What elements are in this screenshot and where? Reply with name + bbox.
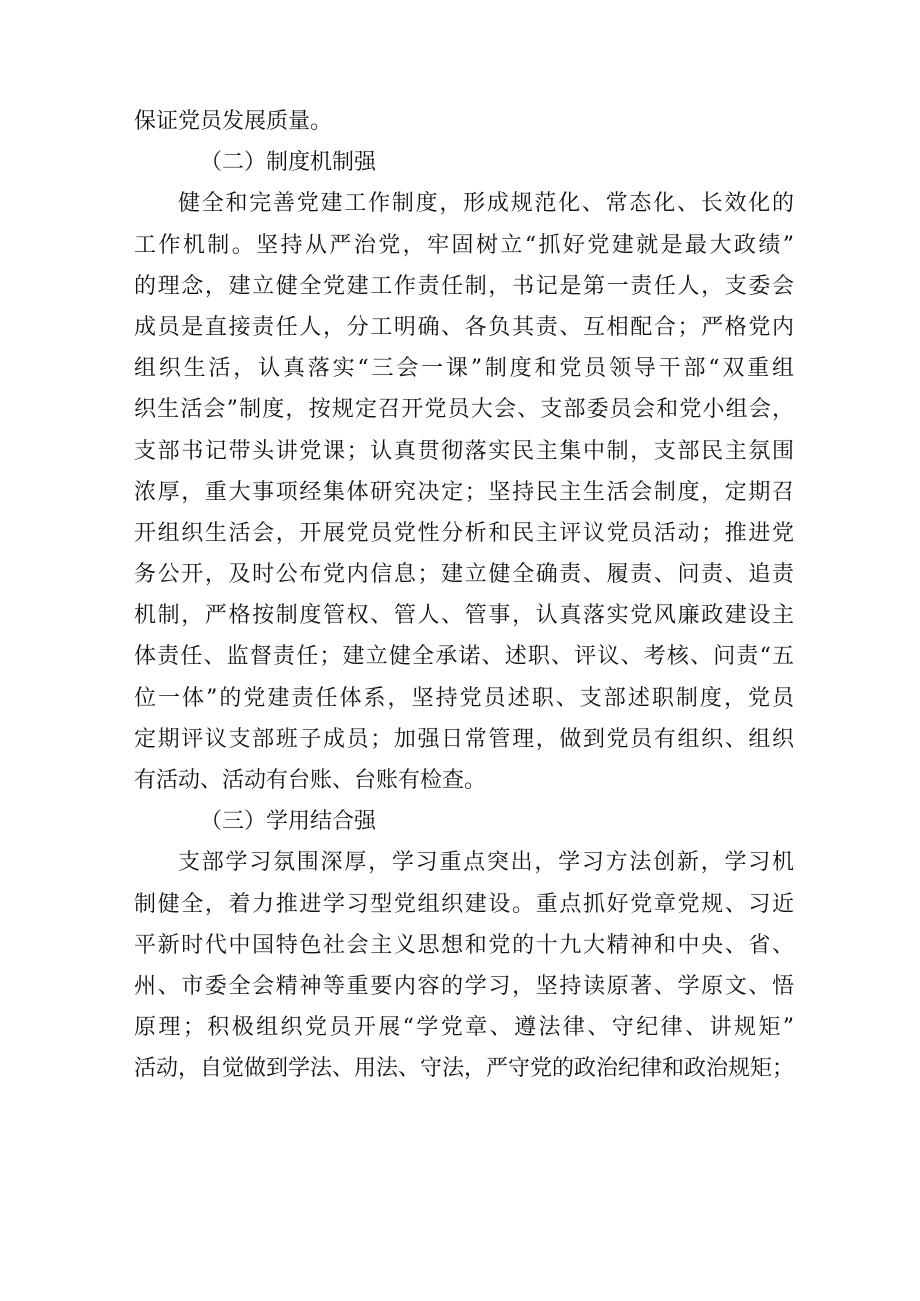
text-line: 体责任、监督责任；建立健全承诺、述职、评议、考核、问责“五 (134, 644, 794, 670)
text-line: 成员是直接责任人，分工明确、各负其责、互相配合；严格党内 (134, 314, 794, 340)
text-line: 有活动、活动有台账、台账有检查。 (134, 768, 487, 793)
text-line: 工作机制。坚持从严治党，牢固树立“抓好党建就是最大政绩” (134, 232, 794, 258)
text-line: 的理念，建立健全党建工作责任制，书记是第一责任人，支委会 (134, 273, 794, 299)
document-body (134, 101, 794, 1090)
text-line: 活动，自觉做到学法、用法、守法，严守党的政治纪律和政治规矩； (134, 1056, 795, 1082)
text-line: 原理；积极组织党员开展“学党章、遵法律、守纪律、讲规矩” (134, 1015, 794, 1041)
text-line: 机制，严格按制度管权、管人、管事，认真落实党风廉政建设主 (134, 603, 794, 629)
text-line: 制健全，着力推进学习型党组织建设。重点抓好党章党规、习近 (134, 891, 794, 917)
text-line: 务公开，及时公布党内信息；建立健全确责、履责、问责、追责 (134, 562, 794, 588)
text-line: 州、市委全会精神等重要内容的学习，坚持读原著、学原文、悟 (134, 973, 794, 999)
text-line: 位一体”的党建责任体系，坚持党员述职、支部述职制度，党员 (134, 685, 794, 711)
text-line: 保证党员发展质量。 (134, 109, 333, 134)
text-line: 定期评议支部班子成员；加强日常管理，做到党员有组织、组织 (134, 726, 794, 752)
text-line: 组织生活，认真落实“三会一课”制度和党员领导干部“双重组 (134, 356, 794, 382)
section-heading: （三）学用结合强 (200, 809, 377, 835)
paragraph-first-line: 支部学习氛围深厚，学习重点突出，学习方法创新，学习机 (178, 850, 794, 876)
text-line: 织生活会”制度，按规定召开党员大会、支部委员会和党小组会， (134, 397, 794, 423)
paragraph-first-line: 健全和完善党建工作制度，形成规范化、常态化、长效化的 (178, 191, 794, 217)
section-heading: （二）制度机制强 (200, 150, 377, 176)
text-line: 支部书记带头讲党课；认真贯彻落实民主集中制，支部民主氛围 (134, 438, 794, 464)
text-line: 浓厚，重大事项经集体研究决定；坚持民主生活会制度，定期召 (134, 479, 794, 505)
text-line: 平新时代中国特色社会主义思想和党的十九大精神和中央、省、 (134, 932, 794, 958)
text-line: 开组织生活会，开展党员党性分析和民主评议党员活动；推进党 (134, 520, 794, 546)
